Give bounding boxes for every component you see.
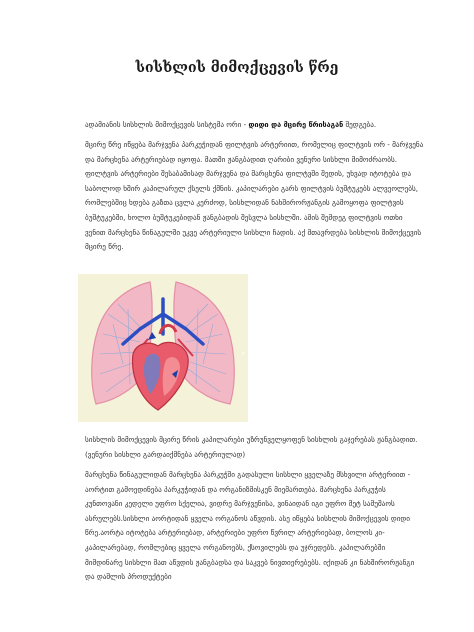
page-title: სისხლის მიმოქცევის წრე [135,60,339,76]
capillaries-paragraph: სისხლის მიმოქცევის მცირე წრის კაპილარები უზრუნველყოფენ სისხლის გაჯერებას ჟანგბადით. (ვენური სისხლი გარდაიქმნება არტერიულად) [85,435,418,459]
systemic-circulation-paragraph: მარცხენა წინაგულიდან მარცხენა პარკუჭში გადასული სისხლი ყველაზე მსხვილი არტერიით - აორტით გამოედინება პარკუჭიდან და ორგანიზმისკენ მიემართება. მარცხენა პარკუჭის კუნთოვანი კედელი უფრო სქელია, ვიდრე მარჯვენისა, ვინაიდან იგი უფრო მეტ სამუშაოს ასრულებს.სისხლი აორტიდან ყველა ორგანოს აწვდის. ასე იწყება სისხლის მიმოქცევის დიდი წრე.აორტა იტოტება არტერიებად, არტერიები უფრო წვრილ არტერიებად, ბოლოს კი- კაპილარებად, რომლებიც ყველა ორგანოებს, ქსოვილებს და უჯრედებს. კაპილარებში მიმდინარე სისხლი მათ აწვდის ჟანგბადსა და საკვებ ნივთიერებებს. იქიდან კი ნახშირორჟანგი და დაშლის პროდუქტები [85,470,415,582]
heart-lungs-figure [78,274,248,422]
chevron-right-icon: › [241,348,245,359]
intro-text-start: ადამიანის სისხლის მიმოქცევის სისტემა ორი - [85,120,249,129]
heart-lungs-circulation-illustration [78,274,248,422]
intro-paragraph [85,118,425,133]
intro-text-end: შედგება. [343,120,377,129]
pulmonary-circulation-paragraph: მცირე წრე იწყება მარჯვენა პარკუჭიდან ფილტვის არტერიით, რომელიც ფილტვის ორ - მარჯვენა და მარცხენა არტერიებად იყოფა. მათში ჟანგბადით ღარიბი ვენური სისხლი მიმოძრაობს. ფილტვის არტერიები შესაბამისად მარჯვენა და მარცხენა ფილტვში შედის, უხვად იტოტება და საბოლოდ ხშირ კაპილარულ ქსელს ქმნის. კაპილარები გარს ფილტვის ბუშტუკებს ალვეოლებს, რომლებშიც ხდება გაზთა ცვლა კერძოდ, სისხლიდან ნახშირორჟანგის გამოყოფა ფილტვის ბუშტუკებში, ხოლო ბუშტუკებიდან ჟანგბადის შესვლა სისხლში. ამის შემდეგ ფილტვის ოთხი ვენით მარცხენა წინაგულში უკვე არტერიული სისხლი ჩადის. აქ მთავრდება სისხლის მიმოქცევის მცირე წრე. [85,140,424,252]
intro-bold-text: დიდი და მცირე წრისაგან [248,120,344,129]
